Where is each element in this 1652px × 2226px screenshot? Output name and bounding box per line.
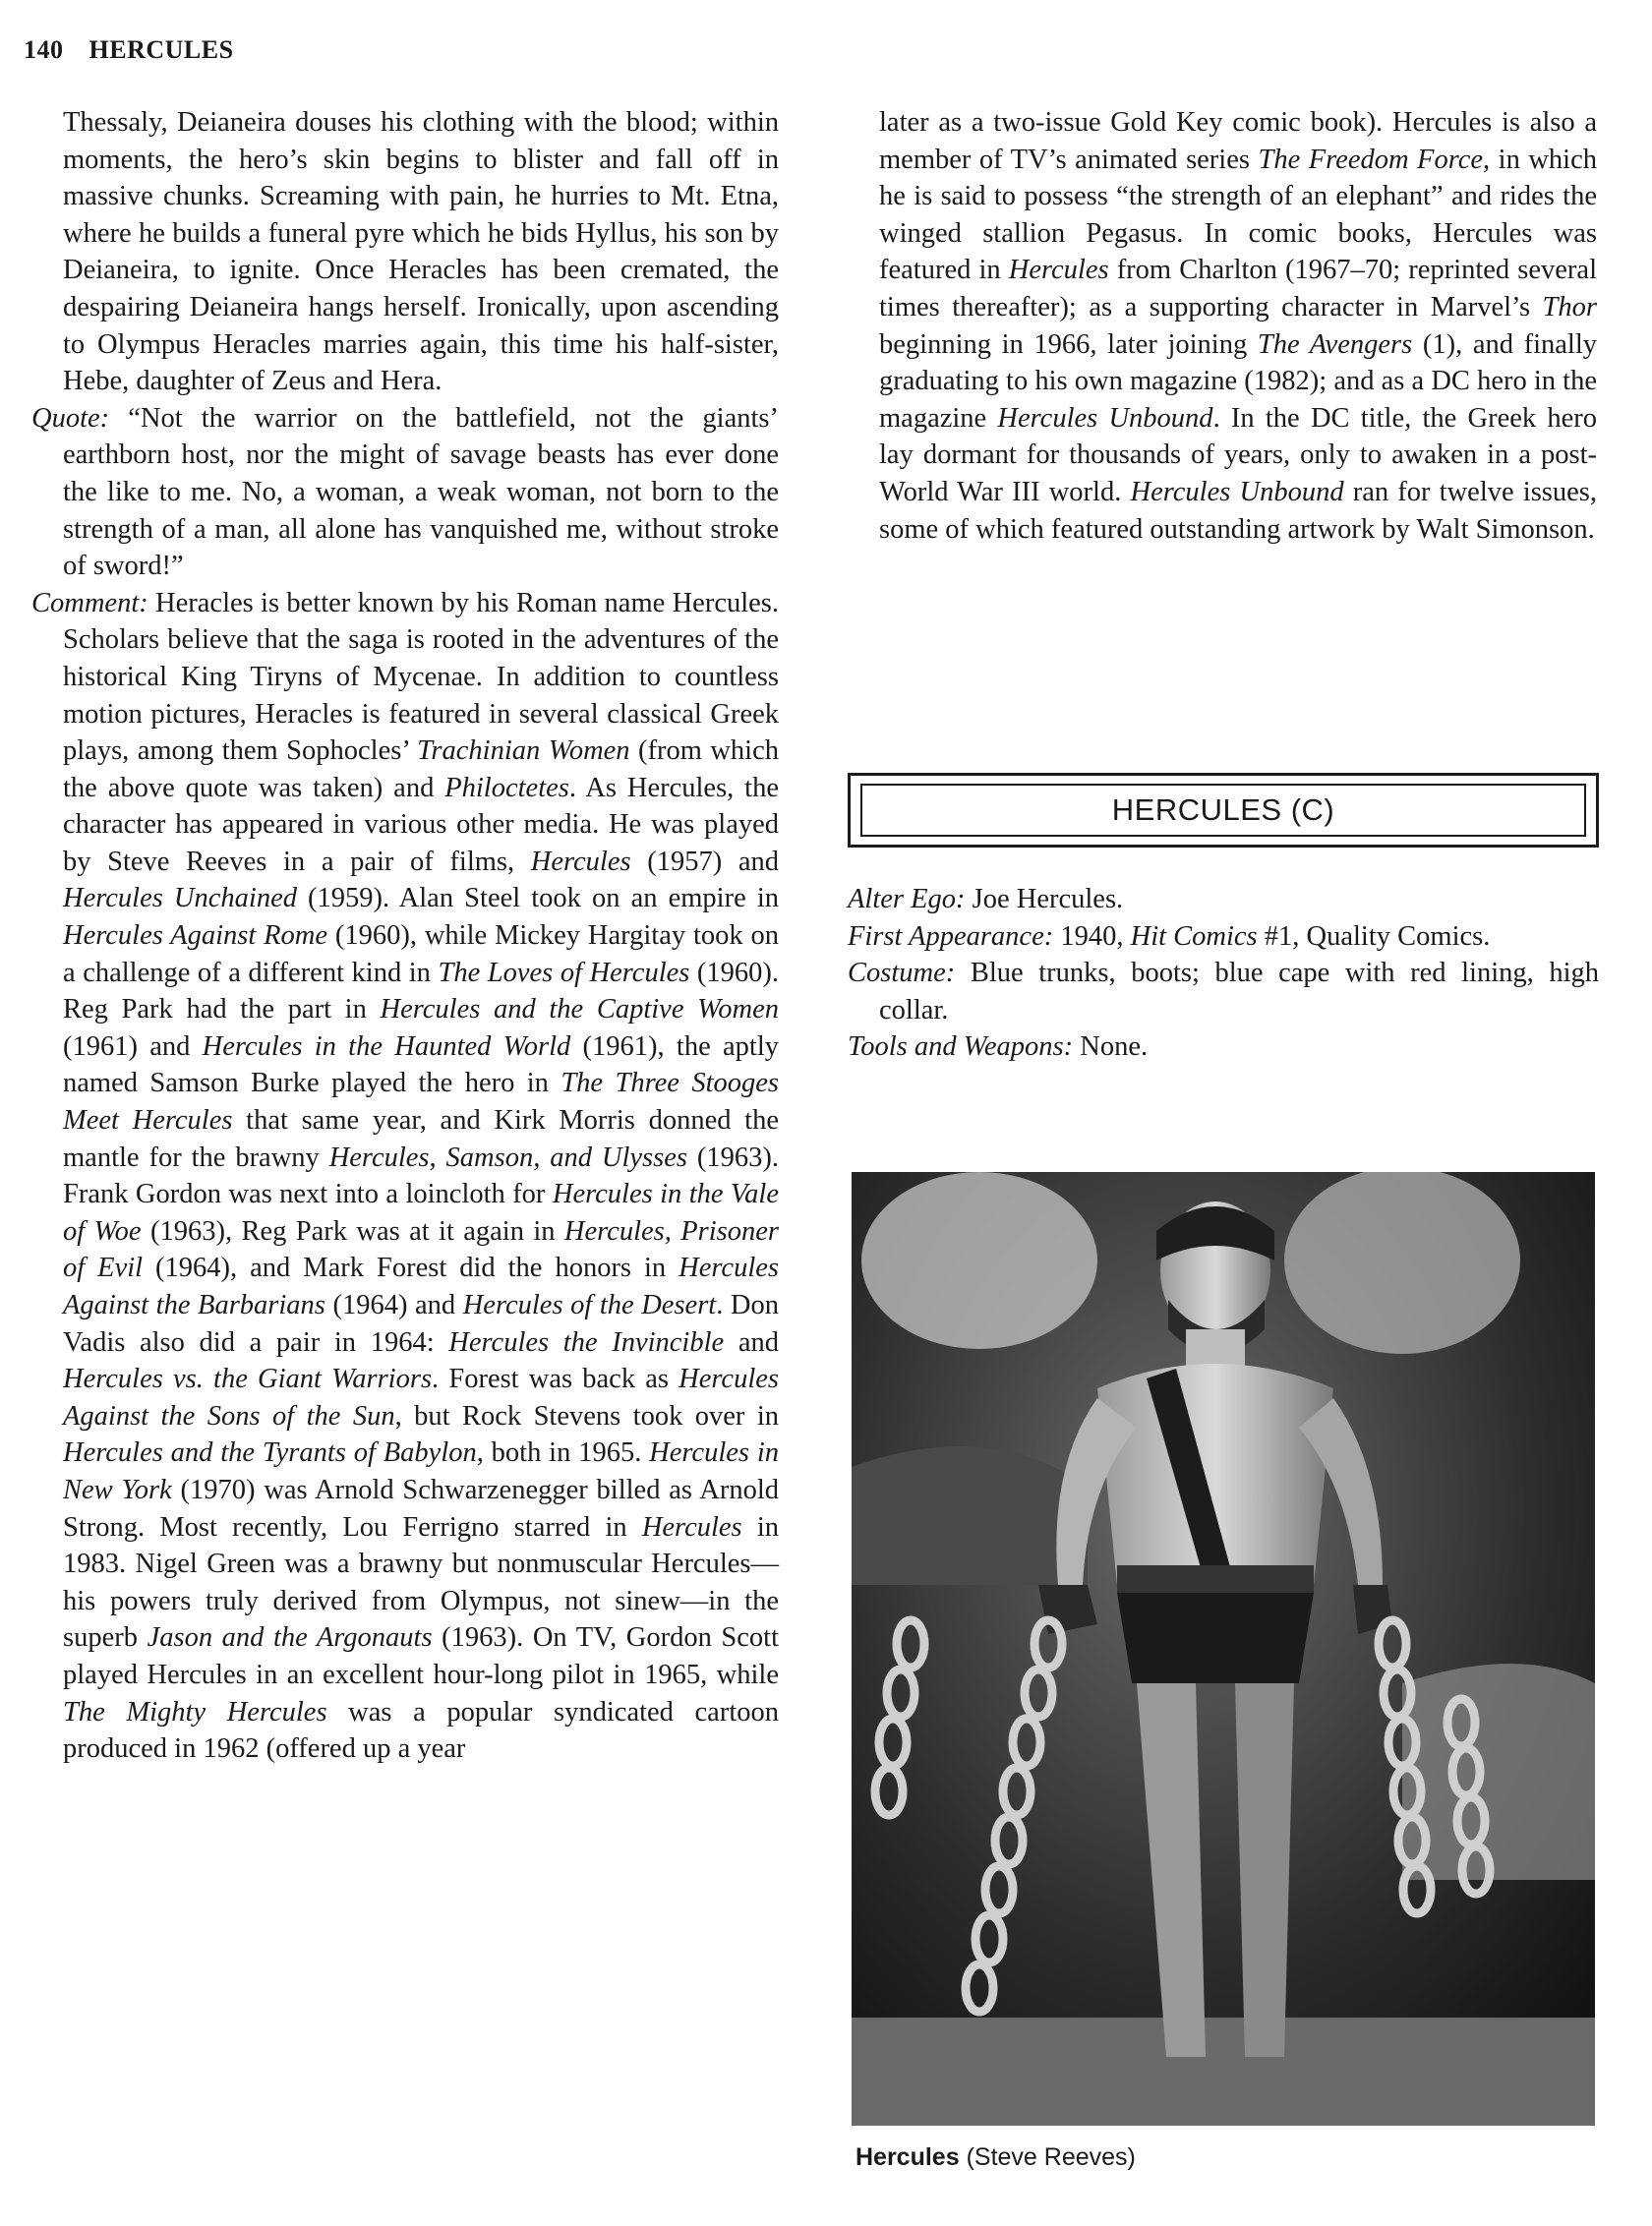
boulder-right bbox=[1284, 1172, 1520, 1354]
title-text: Hercules, Samson, and Ulysses bbox=[328, 1142, 687, 1173]
costume-label: Costume: bbox=[848, 958, 956, 989]
title-text: Jason and the Argonauts bbox=[147, 1622, 433, 1654]
body-text: (1961) and bbox=[63, 1030, 203, 1062]
first-appearance-year: 1940, bbox=[1053, 920, 1131, 952]
title-text: The Mighty Hercules bbox=[63, 1696, 327, 1728]
title-text: The Freedom Force bbox=[1258, 144, 1484, 175]
body-text: (1964), and Mark Forest did the honors in bbox=[143, 1253, 679, 1284]
body-text: . Forest was back as bbox=[432, 1364, 679, 1395]
body-text: (1964) and bbox=[324, 1290, 463, 1320]
caption-actor: (Steve Reeves) bbox=[959, 2143, 1136, 2171]
body-text: ran for twelve issues, some of which featured outstanding artwork by Walt Simonson. bbox=[879, 476, 1598, 545]
title-text: Hercules Unbound bbox=[1130, 476, 1344, 507]
caption-name: Hercules bbox=[856, 2143, 960, 2171]
title-text: Hercules of the Desert bbox=[462, 1290, 717, 1320]
body-text: that same year, and Kirk Morris donned the mantle for the brawny bbox=[63, 1105, 779, 1173]
body-text: in 1983. Nigel Green was a brawny but nonmuscular Hercules—his powers truly derived from Olympus, not sinew—in the superb bbox=[63, 1511, 779, 1654]
title-text: Philoctetes bbox=[444, 772, 569, 803]
body-text: . In the DC title, the Greek hero lay dormant for thousands of years, only to awaken in a post-World War III world. bbox=[879, 402, 1597, 507]
title-text: Hercules and the Captive Women bbox=[380, 994, 779, 1025]
tools-value: None. bbox=[1073, 1031, 1149, 1063]
quote-paragraph bbox=[31, 400, 779, 585]
costume-row bbox=[848, 955, 1599, 1028]
running-head bbox=[24, 35, 234, 65]
right-column bbox=[848, 104, 1597, 548]
rock-left bbox=[852, 1446, 1088, 1585]
paragraph-story-end: Thessaly, Deianeira douses his clothing with the blood; within moments, the hero’s skin begins to blister and fall off in massive chunks. Screaming with pain, he hurries to Mt. Etna, where he builds a funeral pyre which he bids Hyllus, his son by Deianeira, to ignite. Once Heracles has been cremated, the despairing Deianeira hangs herself. Ironically, upon ascending to Olympus Heracles marries again, this time his half-sister, Hebe, daughter of Zeus and Hera. bbox=[63, 107, 779, 397]
alter-ego-row bbox=[848, 881, 1599, 918]
title-text: Hercules in the Vale of Woe bbox=[63, 1179, 779, 1247]
body-text: and bbox=[724, 1326, 779, 1358]
title-text: The Three Stooges Meet Hercules bbox=[63, 1068, 779, 1137]
first-appearance-publisher: #1, Quality Comics. bbox=[1257, 920, 1491, 952]
body-text: (1959). Alan Steel took on an empire in bbox=[296, 883, 779, 914]
body-text: (1961), the aptly named Samson Burke played the hero in bbox=[63, 1030, 779, 1099]
title-text: Hercules Unchained bbox=[63, 883, 297, 914]
photo-caption bbox=[856, 2143, 1136, 2172]
body-text: (1963). On TV, Gordon Scott played Hercules in an excellent hour-long pilot in 1965, while bbox=[63, 1622, 780, 1690]
entry-attributes bbox=[848, 881, 1599, 1066]
title-text: Hercules bbox=[530, 846, 631, 877]
body-text: (1963), Reg Park was at it again in bbox=[141, 1215, 564, 1247]
body-text: (from which the above quote was taken) and bbox=[63, 735, 779, 803]
quote-text: “Not the warrior on the battlefield, not the giants’ earthborn host, nor the might of savage beasts has ever done the like to me. No, a woman, a weak woman, not born to the strength of a man, all alone has vanquished me, without stroke of sword!” bbox=[63, 402, 779, 582]
entry-heading-box bbox=[848, 773, 1599, 848]
body-text: (1960), while Mickey Hargitay took on a challenge of a different kind in bbox=[63, 920, 779, 988]
tools-label: Tools and Weapons: bbox=[848, 1031, 1074, 1063]
body-text: . Don Vadis also did a pair in 1964: bbox=[63, 1290, 779, 1358]
body-text: (1957) and bbox=[630, 846, 779, 877]
running-title: HERCULES bbox=[88, 35, 234, 64]
body-text: (1970) was Arnold Schwarzenegger billed as Arnold Strong. Most recently, Lou Ferrigno starred in bbox=[63, 1474, 779, 1543]
body-text: , both in 1965. bbox=[476, 1437, 650, 1469]
left-column bbox=[31, 104, 779, 1768]
page-number: 140 bbox=[24, 35, 64, 64]
first-appearance-label: First Appearance: bbox=[848, 920, 1054, 952]
alter-ego-value: Joe Hercules. bbox=[965, 884, 1124, 914]
title-text: Hercules in New York bbox=[63, 1437, 779, 1505]
title-text: Hercules, Prisoner of Evil bbox=[63, 1215, 779, 1284]
body-text: , but Rock Stevens took over in bbox=[394, 1400, 779, 1432]
title-text: Hercules and the Tyrants of Babylon bbox=[63, 1437, 477, 1469]
body-text: from Charlton (1967–70; reprinted several times thereafter); as a supporting character in Marvel’s bbox=[879, 255, 1597, 322]
body-text: (1), and finally graduating to his own magazine (1982); and as a DC hero in the magazine bbox=[879, 328, 1597, 434]
title-text: Thor bbox=[1542, 291, 1597, 322]
title-text: Hercules Against Rome bbox=[63, 920, 327, 952]
body-text: beginning in 1966, later joining bbox=[879, 328, 1258, 360]
comment-paragraph bbox=[31, 585, 779, 1768]
tools-row bbox=[848, 1028, 1599, 1066]
title-text: Hercules bbox=[641, 1511, 742, 1543]
title-text: Hercules Against the Sons of the Sun bbox=[63, 1364, 779, 1432]
title-text: Hercules bbox=[1008, 255, 1109, 286]
body-text: later as a two-issue Gold Key comic book). Hercules is also a member of TV’s animated series bbox=[879, 107, 1597, 175]
title-text: Hercules in the Haunted World bbox=[202, 1030, 571, 1062]
body-text: . As Hercules, the character has appeared in various other media. He was played by Steve Reeves in a pair of films, bbox=[63, 772, 779, 877]
alter-ego-label: Alter Ego: bbox=[848, 884, 966, 914]
body-text: Heracles is better known by his Roman name Hercules. Scholars believe that the saga is rooted in the adventures of the historical King Tiryns of Mycenae. In addition to countless motion pictures, Heracles is featured in several classical Greek plays, among them Sophocles’ bbox=[63, 587, 779, 767]
title-text: Hercules Against the Barbarians bbox=[63, 1253, 779, 1320]
title-text: The Loves of Hercules bbox=[438, 957, 690, 988]
comment-text bbox=[63, 588, 779, 1764]
body-text: , in which he is said to possess “the strength of an elephant” and rides the winged stallion Pegasus. In comic books, Hercules was featured in bbox=[879, 144, 1597, 286]
quote-label: Quote: bbox=[31, 402, 110, 434]
ground bbox=[852, 2018, 1595, 2126]
body-text: was a popular syndicated cartoon produced in 1962 (offered up a year bbox=[63, 1696, 779, 1765]
hercules-photo bbox=[852, 1172, 1595, 2126]
first-appearance-title: Hit Comics bbox=[1130, 920, 1258, 952]
entry-heading: HERCULES (C) bbox=[860, 784, 1586, 837]
rock-right bbox=[1402, 1664, 1595, 1880]
boulder-left bbox=[861, 1172, 1097, 1349]
body-text: (1960). Reg Park had the part in bbox=[63, 957, 780, 1025]
body-text: (1963). Frank Gordon was next into a loincloth for bbox=[63, 1142, 780, 1210]
comment-continuation bbox=[848, 104, 1597, 548]
comment-label: Comment: bbox=[31, 587, 148, 618]
title-text: Hercules Unbound bbox=[997, 402, 1213, 434]
title-text: Trachinian Women bbox=[417, 735, 630, 767]
title-text: Hercules vs. the Giant Warriors bbox=[63, 1364, 433, 1395]
costume-value: Blue trunks, boots; blue cape with red lining, high collar. bbox=[879, 958, 1599, 1025]
title-text: Hercules the Invincible bbox=[448, 1326, 725, 1358]
title-text: The Avengers bbox=[1257, 328, 1413, 360]
first-appearance-row bbox=[848, 918, 1599, 956]
